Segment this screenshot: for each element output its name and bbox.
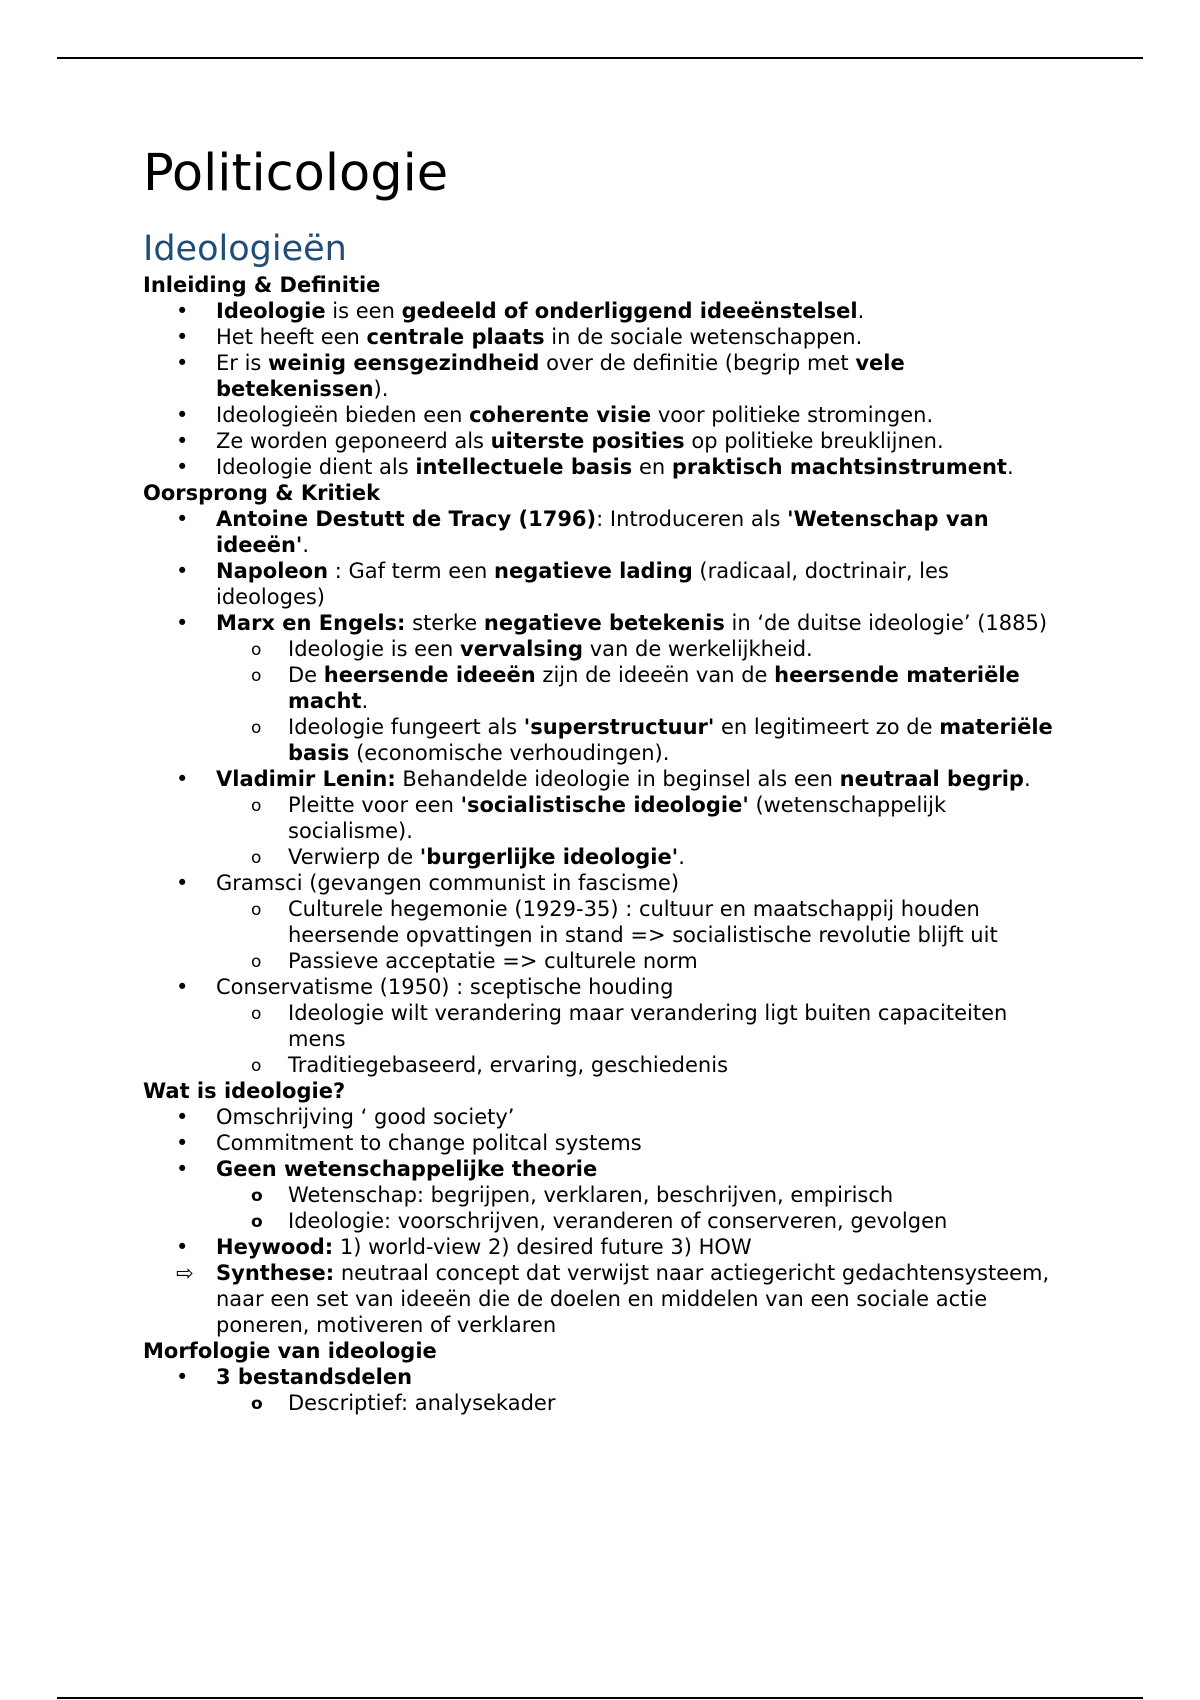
sub-list bbox=[216, 636, 1063, 766]
sub-list-item: o Culturele hegemonie (1929-35) : cultuur en maatschappij houden heersende opvattingen in stand => socialistische revolutie blijft uit bbox=[251, 897, 998, 947]
list-item: • Commitment to change politcal systems bbox=[176, 1131, 642, 1155]
list-item: • Antoine Destutt de Tracy (1796): Introduceren als 'Wetenschap van ideeën'. bbox=[176, 507, 989, 557]
sub-list bbox=[216, 1182, 1063, 1234]
list-item: • Omschrijving ‘ good society’ bbox=[176, 1105, 515, 1129]
bullet-icon: • bbox=[176, 351, 189, 375]
bullet-icon: • bbox=[176, 1131, 189, 1155]
sub-bullet-icon: o bbox=[251, 640, 262, 660]
sub-list bbox=[216, 1390, 1063, 1416]
bullet-icon: • bbox=[176, 975, 189, 999]
list-item: ⇨ Synthese: neutraal concept dat verwijst naar actiegericht gedachtensysteem, naar een set van ideeën die de doelen en middelen van een sociale actie poneren, motiveren of verklaren bbox=[176, 1261, 1050, 1337]
list-item: • Er is weinig eensgezindheid over de definitie (begrip met vele betekenissen). bbox=[176, 351, 905, 401]
bullet-icon: • bbox=[176, 1365, 189, 1389]
arrow-bullet-icon: ⇨ bbox=[176, 1261, 194, 1285]
list-item: • Geen wetenschappelijke theorie o Wetenschap: begrijpen, verklaren, beschrijven, empirisch o Ideologie: voorschrijven, veranderen of conserveren, gevolgen bbox=[143, 1156, 1063, 1234]
bullet-icon: • bbox=[176, 871, 189, 895]
footer-rule bbox=[57, 1697, 1143, 1699]
sub-list-item: o Passieve acceptatie => culturele norm bbox=[251, 949, 698, 973]
subheading-oorsprong: Oorsprong & Kritiek bbox=[143, 481, 381, 505]
sub-bullet-icon: o bbox=[251, 1004, 262, 1024]
sub-list-item: o Verwierp de 'burgerlijke ideologie'. bbox=[251, 845, 685, 869]
subheading-inleiding: Inleiding & Definitie bbox=[143, 273, 381, 297]
sub-bullet-icon: o bbox=[251, 1056, 262, 1076]
subheading-morfologie: Morfologie van ideologie bbox=[143, 1339, 437, 1363]
sub-bullet-icon: o bbox=[251, 1394, 263, 1414]
sub-list bbox=[216, 896, 1063, 974]
subheading-wat-is-ideologie: Wat is ideologie? bbox=[143, 1079, 346, 1103]
bullet-list-morfologie bbox=[143, 1364, 1063, 1416]
bullet-icon: • bbox=[176, 767, 189, 791]
sub-list-item: o Ideologie fungeert als 'superstructuur' en legitimeert zo de materiële basis (economische verhoudingen). bbox=[251, 715, 1053, 765]
sub-bullet-icon: o bbox=[251, 1186, 263, 1206]
list-item: • 3 bestandsdelen o Descriptief: analysekader bbox=[143, 1364, 1063, 1416]
list-item: • Ideologie is een gedeeld of onderliggend ideeënstelsel. bbox=[176, 299, 865, 323]
list-item: • Vladimir Lenin: Behandelde ideologie in beginsel als een neutraal begrip. o Pleitte voor een 'socialistische ideologie' (wetenschappelijk socialisme). o Verwierp de 'burgerlijke ideologie'. bbox=[143, 766, 1063, 870]
bullet-icon: • bbox=[176, 1235, 189, 1259]
bullet-icon: • bbox=[176, 403, 189, 427]
sub-bullet-icon: o bbox=[251, 718, 262, 738]
bullet-list-inleiding bbox=[143, 298, 1063, 480]
bullet-icon: • bbox=[176, 507, 189, 531]
list-item: • Napoleon : Gaf term een negatieve lading (radicaal, doctrinair, les ideologes) bbox=[176, 559, 949, 609]
sub-bullet-icon: o bbox=[251, 666, 262, 686]
sub-list bbox=[216, 1000, 1063, 1078]
sub-bullet-icon: o bbox=[251, 796, 262, 816]
list-item: • Het heeft een centrale plaats in de sociale wetenschappen. bbox=[176, 325, 863, 349]
bullet-icon: • bbox=[176, 1105, 189, 1129]
sub-list bbox=[216, 792, 1063, 870]
bullet-icon: • bbox=[176, 455, 189, 479]
list-item: • Heywood: 1) world-view 2) desired future 3) HOW bbox=[176, 1235, 752, 1259]
bullet-icon: • bbox=[176, 559, 189, 583]
bullet-icon: • bbox=[176, 299, 189, 323]
sub-list-item: o Pleitte voor een 'socialistische ideologie' (wetenschappelijk socialisme). bbox=[251, 793, 947, 843]
page-title: Politicologie bbox=[143, 144, 449, 203]
sub-list-item: o Ideologie is een vervalsing van de werkelijkheid. bbox=[251, 637, 813, 661]
sub-list-item: o Ideologie wilt verandering maar verandering ligt buiten capaciteiten mens bbox=[251, 1001, 1008, 1051]
sub-list-item: o Wetenschap: begrijpen, verklaren, beschrijven, empirisch bbox=[251, 1183, 894, 1207]
list-item: • Marx en Engels: sterke negatieve betekenis in ‘de duitse ideologie’ (1885) o Ideologie is een vervalsing van de werkelijkheid. o De heersende ideeën zijn de ideeën van de heersende materiële macht. o Ideologie fungeert als 'superstructuur' en legitimeert zo de materiële basis (economische verhoudingen). bbox=[143, 610, 1063, 766]
list-item: • Ideologieën bieden een coherente visie voor politieke stromingen. bbox=[176, 403, 934, 427]
sub-bullet-icon: o bbox=[251, 1212, 263, 1232]
sub-bullet-icon: o bbox=[251, 952, 262, 972]
header-rule bbox=[57, 57, 1143, 59]
sub-bullet-icon: o bbox=[251, 848, 262, 868]
bullet-list-oorsprong bbox=[143, 506, 1063, 1078]
bullet-icon: • bbox=[176, 1157, 189, 1181]
section-heading: Ideologieën bbox=[143, 229, 347, 269]
list-item: • Ideologie dient als intellectuele basis en praktisch machtsinstrument. bbox=[176, 455, 1014, 479]
sub-list-item: o De heersende ideeën zijn de ideeën van de heersende materiële macht. bbox=[251, 663, 1020, 713]
bullet-icon: • bbox=[176, 325, 189, 349]
list-item: • Conservatisme (1950) : sceptische houding o Ideologie wilt verandering maar verandering ligt buiten capaciteiten mens o Traditiegebaseerd, ervaring, geschiedenis bbox=[143, 974, 1063, 1078]
sub-list-item: o Descriptief: analysekader bbox=[251, 1391, 556, 1415]
bullet-icon: • bbox=[176, 429, 189, 453]
sub-bullet-icon: o bbox=[251, 900, 262, 920]
bullet-icon: • bbox=[176, 611, 189, 635]
list-item: • Ze worden geponeerd als uiterste posities op politieke breuklijnen. bbox=[176, 429, 944, 453]
list-item: • Gramsci (gevangen communist in fascisme) o Culturele hegemonie (1929-35) : cultuur en maatschappij houden heersende opvattingen in stand => socialistische revolutie blijft uit o Passieve acceptatie => culturele norm bbox=[143, 870, 1063, 974]
sub-list-item: o Ideologie: voorschrijven, veranderen of conserveren, gevolgen bbox=[251, 1209, 948, 1233]
sub-list-item: o Traditiegebaseerd, ervaring, geschiedenis bbox=[251, 1053, 729, 1077]
bullet-list-wat-is bbox=[143, 1104, 1063, 1338]
document-body bbox=[143, 140, 1063, 1416]
